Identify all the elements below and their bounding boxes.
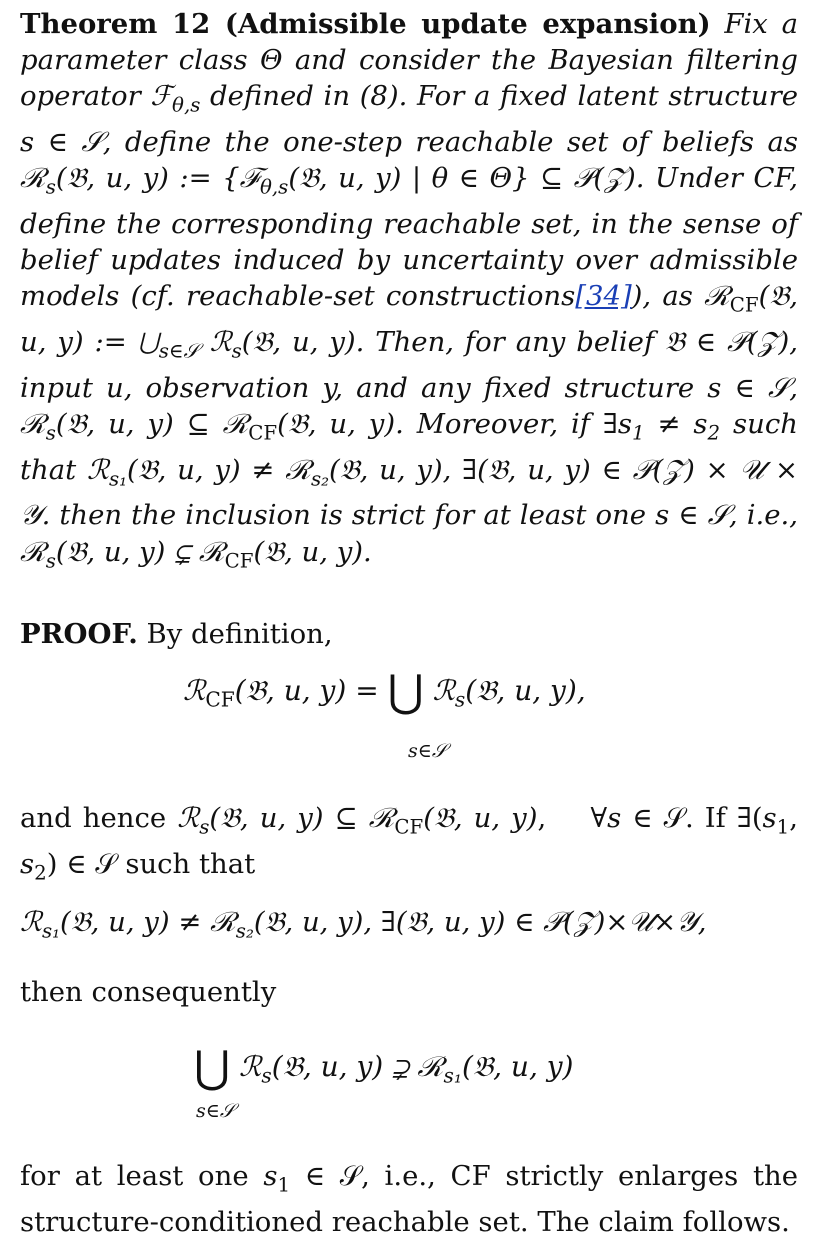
equation-strict-superset: ⋃ ℛ$_s$(𝔅, u, y) ⊋ ℛ$_{s_1}$(𝔅, u, y): [194, 1042, 574, 1093]
theorem-heading: Theorem 12 (Admissible update expansion): [20, 8, 711, 40]
equation-union-index: s∈𝒮: [408, 740, 447, 762]
proof-hence: and hence ℛ$_s$(𝔅, u, y) ⊆ ℛ$_{CF}$(𝔅, u, y), ∀s ∈ 𝒮. If $\exists(s_1$, $s_2$) ∈ 𝒮 such that: [20, 802, 799, 885]
proof-intro: [20, 616, 798, 652]
proof-label: PROOF.: [20, 618, 138, 650]
proof-such-that: such that: [125, 847, 256, 880]
equation-superset-index: s∈𝒮: [196, 1100, 235, 1122]
proof-intro-text: By definition,: [146, 618, 333, 650]
equation-inequality: ℛ$_{s_1}$(𝔅, u, y) ≠ ℛ$_{s_2}$(𝔅, u, y), ∃(𝔅, u, y) ∈ 𝒫(𝒵)×𝒰×𝒴,: [20, 906, 707, 943]
proof-and-hence: and hence: [20, 802, 167, 834]
theorem-block: [20, 6, 798, 579]
equation-union-definition: ℛ$_{CF}$(𝔅, u, y) = ⋃ ℛ$_s$(𝔅, u, y),: [183, 666, 586, 717]
proof-closing-text: i.e., CF strictly enlarges the structure-conditioned reachable set. The claim follows.: [20, 1160, 798, 1238]
proof-if: If: [704, 802, 726, 834]
proof-for-at-least: for at least one: [20, 1160, 249, 1192]
theorem-statement: Fix a parameter class Θ and consider the Bayesian filtering operator ℱ$_{\theta,s}$ defined in (8). For a fixed latent structure s ∈ 𝒮, define the one-step reachable set of beliefs as ℛ$_s$(𝔅, u, y) := {ℱ$_{\theta,s}$(𝔅, u, y) | θ ∈ Θ} ⊆ 𝒫(𝒵). Under CF, define the corresponding reachable set, in the sense of belief updates induced by uncertainty over admissible models (cf. reachable-set constructions[34]), as ℛ$_{CF}$(𝔅, u, y) := $⋃_{s\in 𝒮}$ ℛ$_s$(𝔅, u, y). Then, for any belief 𝔅 ∈ 𝒫(𝒵), input u, observation y, and any fixed structure s ∈ 𝒮, ℛ$_s$(𝔅, u, y) ⊆ ℛ$_{CF}$(𝔅, u, y). Moreover, if $\exists s_1 \ne s_2$ such that ℛ$_{s_1}$(𝔅, u, y) ≠ ℛ$_{s_2}$(𝔅, u, y), ∃(𝔅, u, y) ∈ 𝒫(𝒵) × 𝒰 × 𝒴. then the inclusion is strict for at least one s ∈ 𝒮, i.e., ℛ$_s$(𝔅, u, y) ⊊ ℛ$_{CF}$(𝔅, u, y).: [20, 8, 799, 573]
citation-link[interactable]: [34]: [575, 280, 632, 313]
proof-then-consequently: then consequently: [20, 976, 277, 1008]
proof-closing: for at least one $s_1$ ∈ 𝒮, i.e., CF strictly enlarges the structure-conditioned reachable set. The claim follows.: [20, 1160, 798, 1238]
